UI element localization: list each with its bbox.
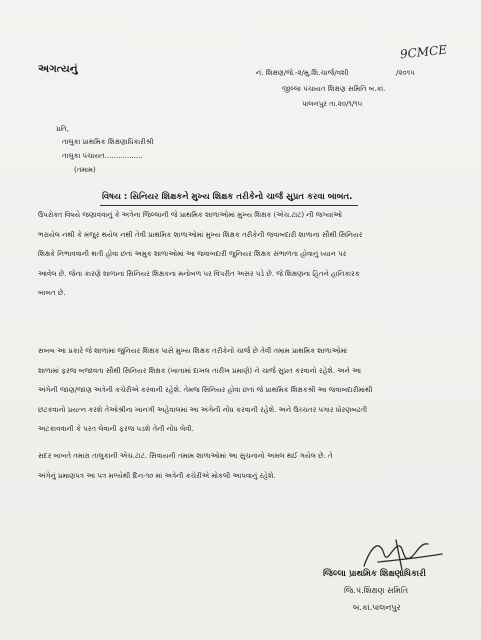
body-paragraph-2 xyxy=(38,342,372,440)
body-line: અંગેની જાણ/જાણ અત્રેની કચેરીએ કરવાની રહેશે. તેમજ સિનિયર હોવા છતાં જે પ્રાથમિક શિક્ષકશ્રી આ જવાબદારીમાંથી xyxy=(38,386,373,394)
signatory-committee: જિ.પં.શિક્ષણ સમિતિ xyxy=(344,586,409,595)
body-line: શિક્ષકે નિભાવવાની થતી હોવા છતાં અમુક શાળાઓમાં આ જવાબદારી જુનિયર શિક્ષક સંભાળતા હોવાનું ધ્યાન પર xyxy=(38,250,347,258)
body-paragraph-3 xyxy=(38,447,333,486)
body-line: ઉપરોક્ત વિષયે જણાવવાનું કે અત્રેના જિલ્લાની જે પ્રાથમિક શાળાઓમાં મુખ્ય શિક્ષક (એચ.ટાટ) ની જગ્યાઓ xyxy=(38,211,343,219)
body-line: ભરાયેલ નથી કે મંજુર થયેલ નથી તેવી પ્રાથમિક શાળાઓમાં મુખ્ય શિક્ષક તરીકેની જવાબદારી શાળાના સૌથી સિનિયર xyxy=(38,230,363,239)
body-line: છટકવાનો પ્રયત્ન કરશે તેઓશ્રીના ખાનગી અહેવાલમાં આ અંગેની નોંધ કરવાની રહેશે. અને ઉચ્ચતર પગાર ધોરણબઢતી xyxy=(38,405,368,414)
body-line: અટકાવવાની કે પરત લેવાની ફરજ પડશે તેની નોંધ લેવી. xyxy=(38,425,194,433)
place-and-date: પાલનપુર તા.૨૦/૧/૧૫ xyxy=(302,100,363,108)
recipient-title: તાલુકા પ્રાથમિક શિક્ષણાધિકારીશ્રી xyxy=(62,138,154,146)
recipient-salutation: પ્રતિ, xyxy=(56,125,69,133)
body-paragraph-1 xyxy=(38,206,362,304)
body-line: શાળામાં ફરજ બજાવતા સૌથી સિનિયર શિક્ષક (ખાતામાં દાખલ તારીખ પ્રમાણે) ને ચાર્જ સુપ્રત કરવાનો રહેશે. અને આ xyxy=(38,366,362,375)
recipient-scope: (તમામ) xyxy=(74,166,96,174)
recipient-office: તાલુકા પંચાયત................. xyxy=(62,152,143,160)
body-line: આવેલ છે. જેના કારણે શાળાના સિનિયર શિક્ષકના મનોબળ પર વિપરીત અસર પડે છે. જે શિક્ષણના હિતને હાનિકારક xyxy=(38,269,360,278)
body-line: અંગેનું પ્રમાણપત્ર આ પત્ર મળ્યેથી દિન-૧૦ માં અત્રેની કચેરીએ મોકલી આપવાનું રહેશે. xyxy=(38,471,276,480)
signatory-title: જિલ્લા પ્રાથમિક શિક્ષણાધિકારી xyxy=(323,569,426,579)
signatory-location: બ.કાં.પાલનપુર xyxy=(353,603,401,612)
reference-year: /૨૦૧૫ xyxy=(396,69,415,77)
body-line: સદર બાબતે તમારા તાલુકાની એચ.ટાટ. સિવાયની તમામ શાળાઓમાં આ સુચનાનો અમલ થઈ ગયેલ છે. તે xyxy=(38,452,333,460)
reference-number: નં. શિક્ષણ/જે.-૨/મુ.શિ.ચાર્જ/વશી xyxy=(256,69,349,77)
subject-line: વિષય : સિનિયર શિક્ષકને મુખ્ય શિક્ષક તરીકેનો ચાર્જ સુપ્રત કરવા બાબત. xyxy=(102,192,353,202)
body-line: બાબત છે. xyxy=(38,289,66,297)
handwritten-annotation: 9CMCE xyxy=(399,42,448,62)
issuing-office: જીલ્લા પંચાયત શિક્ષણ સમિતિ બ.કાં. xyxy=(282,85,386,93)
body-line: સબબ આ પ્રકારે જે શાળામાં જુનિયર શિક્ષક પાસે મુખ્ય શિક્ષક તરીકેનો ચાર્જ છે તેવી તમામ પ્રાથમિક શાળાઓમાં xyxy=(38,347,348,355)
urgent-heading: અગત્યનું xyxy=(38,63,78,75)
